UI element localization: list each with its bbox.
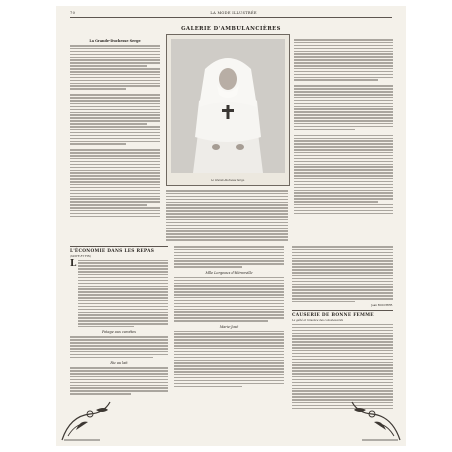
left-column-heading: La Grande-Duchesse Serge bbox=[89, 39, 141, 43]
causerie-article bbox=[292, 246, 393, 410]
portrait-photo bbox=[166, 34, 290, 186]
section-title: GALERIE D'AMBULANCIÈRES bbox=[181, 26, 281, 32]
economy-meals-article bbox=[70, 246, 168, 416]
page-number: 70 bbox=[70, 11, 76, 15]
floral-ornament-icon bbox=[348, 396, 402, 442]
subhead-lorgeoux: Mlle Lorgeoux d'Héronville bbox=[205, 270, 253, 275]
right-column-text bbox=[294, 39, 393, 242]
article-signature: Jean BOUCHER. bbox=[371, 304, 393, 308]
economy-article-subtitle: (SUITE ET FIN) bbox=[70, 254, 92, 258]
floral-ornament-icon bbox=[60, 396, 114, 442]
under-photo-text bbox=[166, 190, 288, 242]
dropcap-letter: L bbox=[70, 259, 77, 269]
journal-title: LA MODE ILLUSTRÉE bbox=[210, 11, 257, 15]
running-head bbox=[70, 11, 392, 18]
left-column-text bbox=[70, 39, 160, 242]
causerie-title: CAUSERIE DE BONNE FEMME bbox=[292, 310, 393, 318]
nun-portrait-image bbox=[171, 39, 285, 173]
middle-column-text bbox=[174, 246, 284, 396]
economy-article-title: L'ÉCONOMIE DANS LES REPAS bbox=[70, 246, 168, 254]
magazine-page bbox=[56, 6, 406, 446]
subhead-marie-jose: Marie-José bbox=[219, 324, 239, 329]
photo-caption: La Grande-Duchesse Serge. bbox=[211, 179, 245, 182]
subhead-potage: Potage aux carottes bbox=[101, 330, 137, 335]
subhead-riz: Riz au lait bbox=[110, 361, 128, 366]
causerie-subtitle: La gaîté et l'aisance des convalescents bbox=[292, 318, 343, 322]
